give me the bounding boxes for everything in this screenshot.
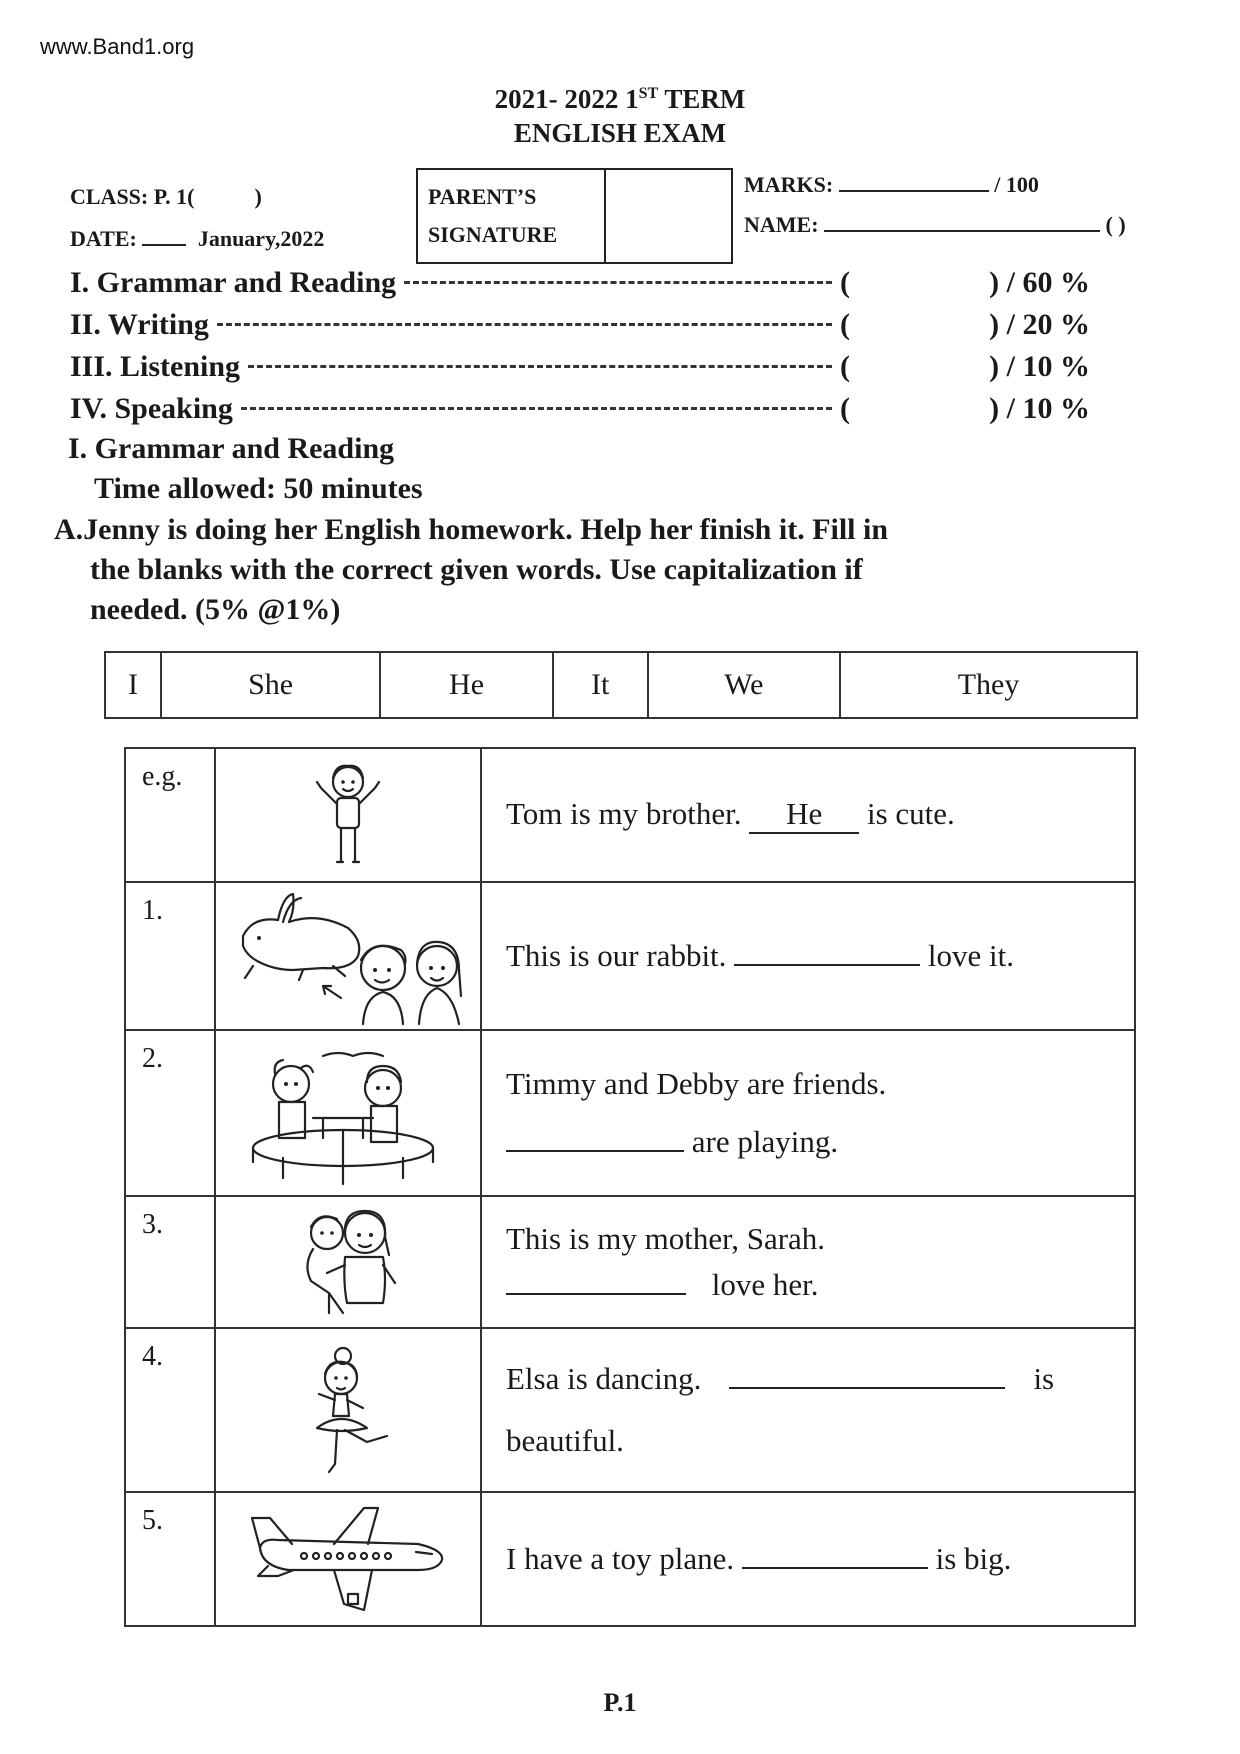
section-listening-score: III. Listening ( ) / 10 % <box>70 350 1090 383</box>
question-number: 1. <box>126 883 216 1029</box>
rabbit-and-children-icon <box>216 883 482 1029</box>
word-bank-item: It <box>553 652 648 718</box>
dash-leader <box>404 281 832 284</box>
exam-title-year: 2021- 2022 1ST TERM <box>494 84 746 114</box>
marks-field: MARKS: / 100 <box>744 172 1039 197</box>
signature-label: SIGNATURE <box>428 222 558 247</box>
merry-go-round-icon <box>216 1031 482 1195</box>
question-number: e.g. <box>126 749 216 881</box>
word-bank-table <box>104 651 1138 719</box>
question-text: Timmy and Debby are friends. are playing. <box>506 1066 887 1159</box>
section-speaking-score: IV. Speaking ( ) / 10 % <box>70 392 1090 425</box>
dash-leader <box>248 365 832 368</box>
class-field: CLASS: P. 1( ) <box>70 184 262 209</box>
question-number: 4. <box>126 1329 216 1491</box>
mother-and-child-icon <box>216 1197 482 1327</box>
boy-waving-icon <box>216 749 482 881</box>
airplane-icon <box>216 1493 482 1625</box>
question-text: Elsa is dancing. is beautiful. <box>506 1361 1055 1458</box>
answer-blank[interactable] <box>729 1387 1005 1389</box>
name-field: NAME: ( ) <box>744 212 1126 237</box>
word-bank-item: She <box>161 652 380 718</box>
time-allowed: Time allowed: 50 minutes <box>94 472 423 505</box>
instructions: A.Jenny is doing her English homework. Help her finish it. Fill in the blanks with the correct given words. Use capitalization if needed. (5% @1%) <box>54 513 889 626</box>
word-bank-item: They <box>840 652 1137 718</box>
question-row-3 <box>126 1195 1134 1327</box>
word-bank-item: We <box>648 652 840 718</box>
answer-blank[interactable] <box>506 1150 684 1152</box>
question-table <box>124 747 1136 1627</box>
question-row-1 <box>126 881 1134 1029</box>
word-bank-item: He <box>380 652 553 718</box>
question-row-example <box>126 749 1134 881</box>
parent-signature-box <box>416 168 733 264</box>
page-number: P.1 <box>603 1688 637 1717</box>
question-text: This is my mother, Sarah. love her. <box>506 1221 826 1302</box>
answer-blank: He <box>749 796 859 834</box>
part-heading: I. Grammar and Reading <box>68 432 395 465</box>
date-blank[interactable] <box>142 244 186 246</box>
signature-divider <box>604 170 606 262</box>
dash-leader <box>241 407 832 410</box>
section-writing-score: II. Writing ( ) / 20 % <box>70 308 1090 341</box>
exam-subtitle: ENGLISH EXAM <box>513 118 727 148</box>
question-number: 3. <box>126 1197 216 1327</box>
dash-leader <box>217 323 832 326</box>
answer-blank[interactable] <box>742 1567 928 1569</box>
parent-label: PARENT’S <box>428 184 537 209</box>
ballerina-icon <box>216 1329 482 1491</box>
question-row-4 <box>126 1327 1134 1491</box>
date-field: DATE: January,2022 <box>70 226 325 251</box>
question-row-2 <box>126 1029 1134 1195</box>
question-text: I have a toy plane. is big. <box>506 1541 1012 1576</box>
section-grammar-score: I. Grammar and Reading ( ) / 60 % <box>70 266 1090 299</box>
word-bank-item: I <box>105 652 161 718</box>
question-row-5 <box>126 1491 1134 1625</box>
question-text: This is our rabbit. love it. <box>506 938 1015 973</box>
marks-blank[interactable] <box>839 190 989 192</box>
question-text: Tom is my brother. He is cute. <box>482 749 1134 881</box>
answer-blank[interactable] <box>734 964 920 966</box>
answer-blank[interactable] <box>506 1293 686 1295</box>
name-blank[interactable] <box>824 230 1100 232</box>
question-number: 5. <box>126 1493 216 1625</box>
question-number: 2. <box>126 1031 216 1195</box>
website-url: www.Band1.org <box>40 34 195 59</box>
